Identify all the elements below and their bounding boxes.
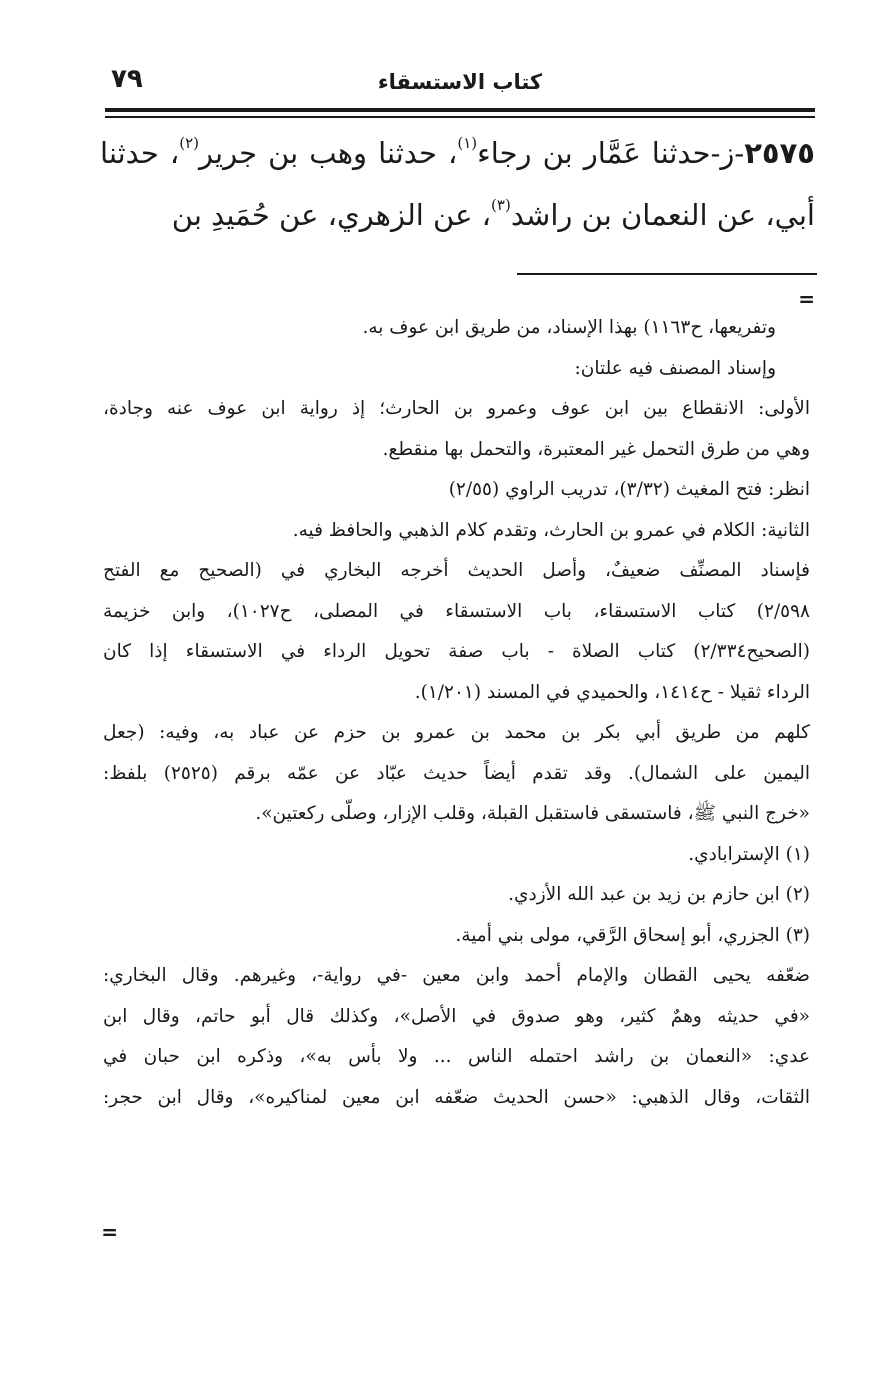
footnote-2: (٢) ابن حازم بن زيد بن عبد الله الأزدي.	[508, 884, 810, 905]
footnote-3: (٣) الجزري، أبو إسحاق الرَّقي، مولى بني أمية.	[455, 924, 810, 946]
footnote-ref-1: (١)	[457, 134, 478, 153]
hadith-text-part-2: ، حدثنا وهب بن جرير	[199, 136, 458, 170]
footnote-line: ضعّفه يحيى القطان والإمام أحمد وابن معين -في رواية-، وغيرهم. وقال البخاري:	[103, 965, 810, 986]
continuation-mark-top: =	[798, 287, 815, 311]
footnote-line: انظر: فتح المغيث (٣/٣٢)، تدريب الراوي (٢/٥٥)	[448, 479, 810, 500]
hadith-text-part-1: حدثنا عَمَّار بن رجاء	[477, 136, 711, 170]
hadith-text-part-3: ، حدثنا أبي، عن النعمان بن راشد	[100, 136, 815, 232]
footnote-line: «خرج النبي ﷺ، فاستسقى فاستقبل القبلة، وقلب الإزار، وصلّى ركعتين».	[255, 803, 810, 824]
footnote-ref-2: (٢)	[179, 134, 200, 153]
hadith-text-part-4: ، عن الزهري، عن حُمَيدِ بن	[171, 198, 492, 232]
footnote-line: عدي: «النعمان بن راشد احتمله الناس ... ولا بأس به»، وذكره ابن حبان في	[103, 1046, 810, 1067]
footnotes-block	[103, 308, 810, 1118]
footnote-line: ٢/٥٩٨) كتاب الاستسقاء، باب الاستسقاء في المصلى، ح١٠٢٧)، وابن خزيمة	[103, 600, 810, 622]
footnote-line: وهي من طرق التحمل غير المعتبرة، والتحمل بها منقطع.	[382, 438, 810, 460]
footnote-line: الثانية: الكلام في عمرو بن الحارث، وتقدم كلام الذهبي والحافظ فيه.	[292, 519, 810, 541]
footnote-line: الأولى: الانقطاع بين ابن عوف وعمرو بن الحارث؛ إذ رواية ابن عوف عنه وجادة،	[103, 398, 810, 419]
hadith-text	[100, 122, 815, 246]
hadith-marker: -ز-	[710, 136, 745, 170]
header-rule-thick	[105, 108, 815, 112]
footnote-line: وإسناد المصنف فيه علتان:	[574, 357, 776, 379]
continuation-mark-bottom: =	[101, 1220, 118, 1244]
header-rule-thin	[105, 116, 815, 118]
hadith-number: ٢٥٧٥	[744, 136, 815, 170]
footnote-line: (الصحيح٢/٣٣٤) كتاب الصلاة - باب صفة تحويل الرداء في الاستسقاء إذا كان	[103, 641, 810, 662]
running-title: كتاب الاستسقاء	[377, 70, 543, 94]
page-number: ٧٩	[111, 64, 143, 94]
footnote-line: «في حديثه وهمٌ كثير، وهو صدوق في الأصل»، وكذلك قال أبو حاتم، وقال ابن	[103, 1005, 810, 1027]
footnote-line: اليمين على الشمال). وقد تقدم أيضاً حديث عبّاد عن عمّه برقم (٢٥٢٥) بلفظ:	[103, 762, 810, 784]
footnote-line: الرداء ثقيلا - ح١٤١٤، والحميدي في المسند (١/٢٠١).	[414, 681, 810, 703]
footnote-line: فإسناد المصنِّف ضعيفٌ، وأصل الحديث أخرجه البخاري في (الصحيح مع الفتح	[103, 560, 810, 581]
footnote-ref-3: (٣)	[491, 196, 511, 215]
footnote-line: كلهم من طريق أبي بكر بن محمد بن عمرو بن حزم عن عباد به، وفيه: (جعل	[103, 722, 810, 743]
footnote-separator	[517, 273, 817, 275]
footnote-line: الثقات، وقال الذهبي: «حسن الحديث ضعّفه ابن معين لمناكيره»، وقال ابن حجر:	[103, 1086, 810, 1108]
page-header	[105, 62, 815, 102]
footnote-line: وتفريعها، ح١١٦٣) بهذا الإسناد، من طريق ابن عوف به.	[362, 317, 776, 338]
footnote-1: (١) الإسترابادي.	[688, 843, 810, 865]
